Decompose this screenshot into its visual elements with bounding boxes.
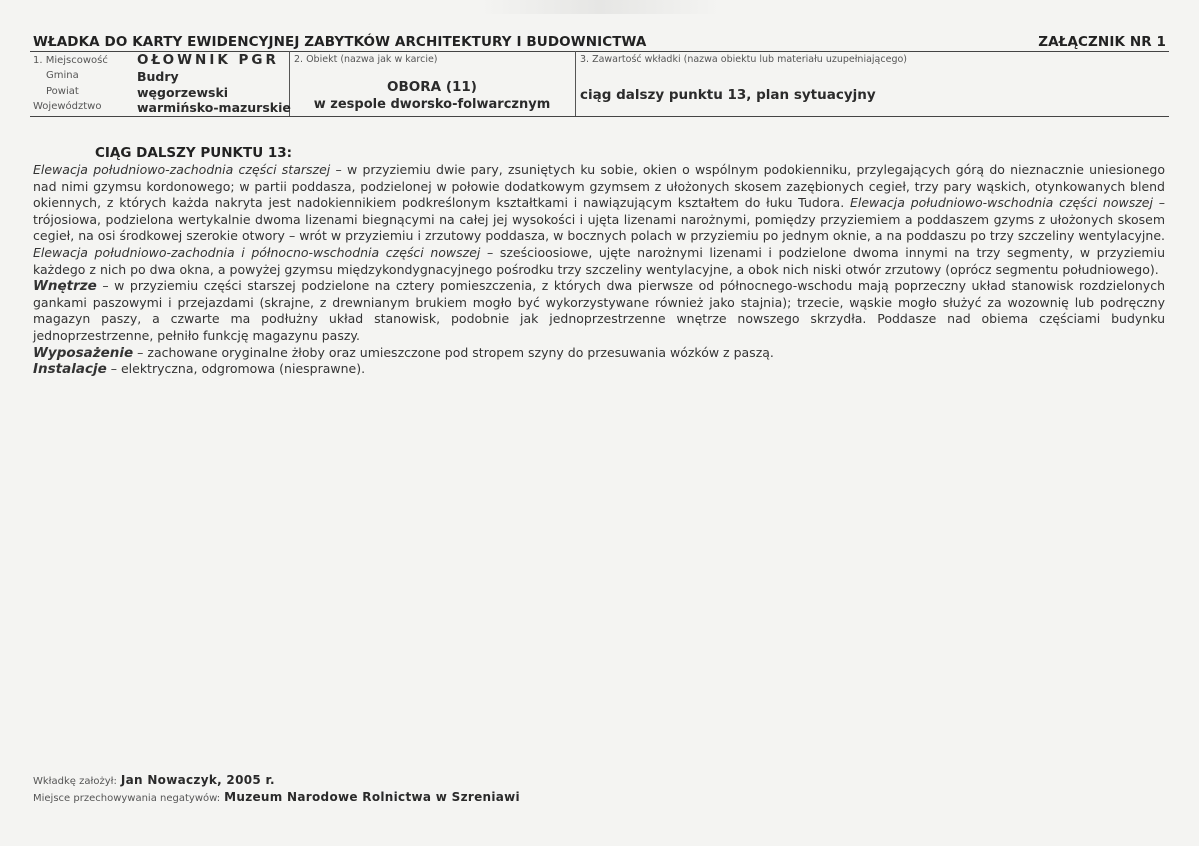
interior-label: Wnętrze <box>33 278 97 295</box>
footer-author <box>33 773 275 787</box>
label-powiat: Powiat <box>46 86 79 97</box>
elevation-se-new-text: – trójosiowa, podzielona wertykalnie dwoma lizenami biegnącymi na całej jej wysokości i ujęta lizenami narożnymi, pomiędzy przyziemiem a poddaszem gzyms z ułożonych skosem cegieł, na osi środkowej szerokie otwory – wrót w przyziemiu i zrzutowy poddasza, w bocznych polach w przyziemiu po jednym oknie, a na poddaszu po trzy szczeliny wentylacyjne. <box>33 195 1165 244</box>
elevation-se-new-label: Elewacja południowo-wschodnia części nowszej <box>849 195 1153 211</box>
attachment-label: ZAŁĄCZNIK NR 1 <box>1038 34 1166 50</box>
elevation-sw-old-text: w przyziemiu dwie pary, zsuniętych ku sobie, okien o wspólnym podokienniku, przylegających górą do nieznacznie uniesionego nad nimi gzymsu kordonowego; w partii poddasza, podzielonej w połowie dodatkowym gzymsem z ułożonych skosem zazębionych cegieł, trzy pary wąskich, otynkowanych blend okiennych, z których każda nakryta jest nadokiennikiem podkreślonym kształtkami i nawiązującym kształtem do łuku Tudora. <box>33 162 1165 211</box>
description-body <box>33 162 1165 378</box>
label-gmina: Gmina <box>46 70 79 81</box>
object-name: OBORA (11) <box>387 79 477 95</box>
section-title: CIĄG DALSZY PUNKTU 13: <box>95 145 293 161</box>
object-subtitle: w zespole dworsko-folwarcznym <box>313 97 551 112</box>
installations-text: – elektryczna, odgromowa (niesprawne). <box>106 361 366 377</box>
scan-smudge <box>480 0 720 14</box>
label-wojewodztwo: Województwo <box>33 101 102 112</box>
elevation-sw-ne-new-text: – sześcioosiowe, ujęte narożnymi lizenami i podzielone dwoma innymi na trzy segmenty, w przyziemiu każdego z nich po dwa okna, a powyżej gzymsu międzykondygnacyjnego pośrodku trzy szczeliny wentylacyjne, a obok nich niski otwór zrzutowy (oprócz segmentu południowego). <box>33 244 1165 277</box>
value-miejscowosc: OŁOWNIK PGR <box>137 52 279 68</box>
interior-text: – w przyziemiu części starszej podzielone na cztery pomieszczenia, z których dwa pierwsze od północnego-wschodu mają poprzeczny układ stanowisk rozdzielonych gankami paszowymi i przejazdami (skrajne, z drewnianym brukiem mogło być wykorzystywane również jako stajnia); trzecie, wąskie mogło służyć za wozownię lub podręczny magazyn paszy, a czwarte ma podłużny układ stanowisk, podobnie jak jednoprzestrzenne wnętrze nowszego skrzydła. Poddasze nad obiema częściami budynku jednoprzestrzenne, pełniło funkcję magazynu paszy. <box>33 278 1165 343</box>
paragraph-equipment <box>33 345 1165 362</box>
author-label: Wkładkę założył: <box>33 776 117 787</box>
value-wojewodztwo: warmińsko-mazurskie <box>137 100 291 115</box>
form-title: WŁADKA DO KARTY EWIDENCYJNEJ ZABYTKÓW ARCHITEKTURY I BUDOWNICTWA <box>33 34 647 50</box>
label-obiekt: 2. Obiekt (nazwa jak w karcie) <box>294 54 438 65</box>
footer-negatives <box>33 790 520 804</box>
installations-label: Instalacje <box>33 361 107 378</box>
value-gmina: Budry <box>137 69 179 84</box>
negatives-label: Miejsce przechowywania negatywów: <box>33 793 221 804</box>
form-header <box>33 34 1166 50</box>
cell-divider-2 <box>575 51 576 116</box>
header-rule-bottom <box>30 116 1169 117</box>
elevation-sw-old-label: Elewacja południowo-zachodnia części starszej – <box>33 162 342 177</box>
label-miejscowosc: 1. Miejscowość <box>33 55 108 66</box>
value-powiat: węgorzewski <box>137 85 229 100</box>
equipment-label: Wyposażenie <box>33 344 134 361</box>
paragraph-interior <box>33 278 1165 344</box>
negatives-value: Muzeum Narodowe Rolnictwa w Szreniawi <box>224 790 520 804</box>
author-value: Jan Nowaczyk, 2005 r. <box>120 773 275 787</box>
equipment-text: – zachowane oryginalne żłoby oraz umieszczone pod stropem szyny do przesuwania wózków z paszą. <box>133 344 774 360</box>
paragraph-elevations <box>33 162 1165 278</box>
elevation-sw-ne-new-label: Elewacja południowo-zachodnia i północno-wschodnia części nowszej <box>33 244 481 260</box>
value-zawartosc: ciąg dalszy punktu 13, plan sytuacyjny <box>580 87 876 103</box>
paragraph-installations <box>33 361 1165 378</box>
label-zawartosc: 3. Zawartość wkładki (nazwa obiektu lub materiału uzupełniającego) <box>580 54 907 65</box>
